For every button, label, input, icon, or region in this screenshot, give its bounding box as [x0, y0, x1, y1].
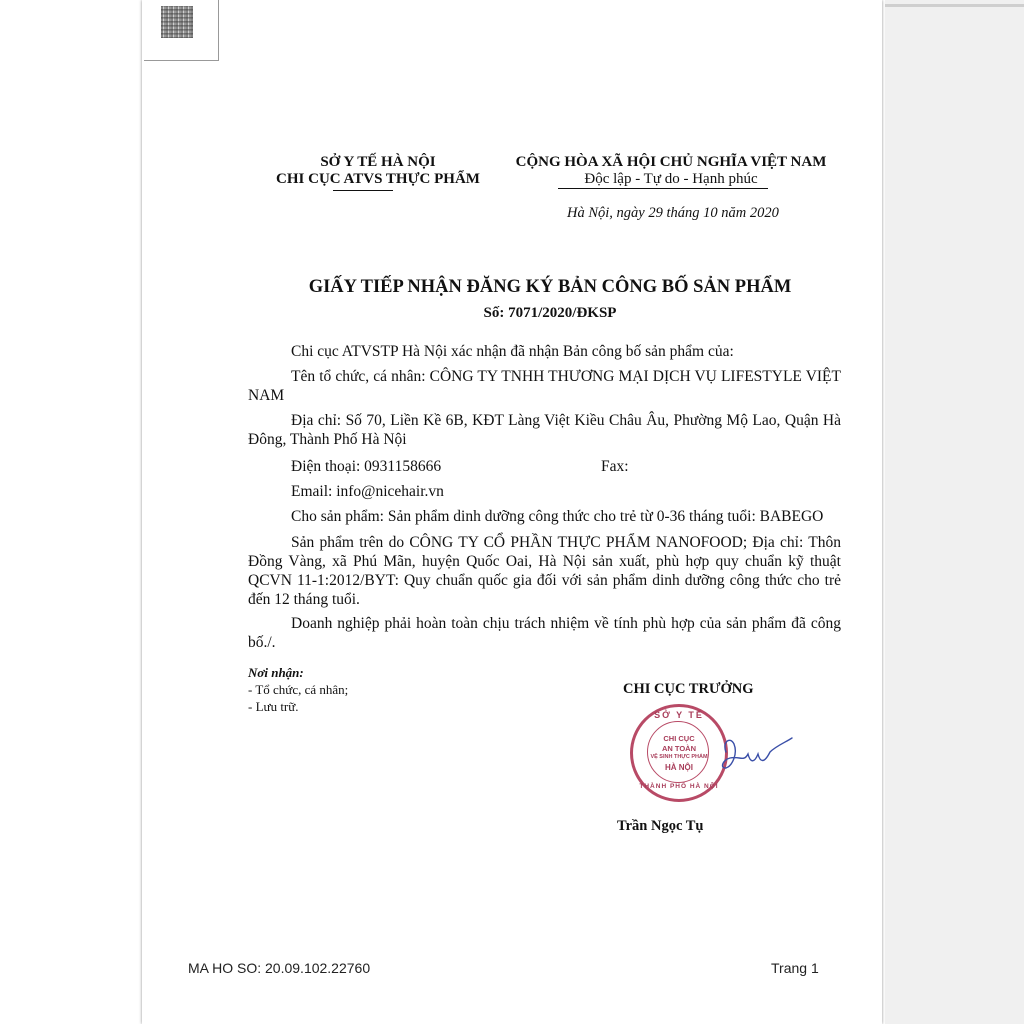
department-name: CHI CỤC ATVS THỰC PHẨM: [276, 171, 480, 187]
organization-address: Địa chỉ: Số 70, Liền Kề 6B, KĐT Làng Việt Kiều Châu Âu, Phường Mộ Lao, Quận Hà Đông, Thành Phố Hà Nội: [248, 412, 841, 448]
intro-paragraph: Chi cục ATVSTP Hà Nội xác nhận đã nhận Bản công bố sản phẩm của:: [291, 343, 734, 360]
file-code: MA HO SO: 20.09.102.22760: [188, 960, 371, 976]
phone-number: Điện thoại: 0931158666: [291, 458, 442, 475]
manufacturer-paragraph: Sản phẩm trên do CÔNG TY CỔ PHẦN THỰC PHẨM NANOFOOD; Địa chỉ: Thôn Đồng Vàng, xã Phú Mãn, huyện Quốc Oai, Hà Nội sản xuất, phù hợp quy chuẩn kỹ thuật QCVN 11-1:2012/BYT: Quy chuẩn quốc gia đối với sản phẩm dinh dưỡng công thức cho trẻ đến 12 tháng tuổi.: [248, 534, 841, 608]
document-date: Hà Nội, ngày 29 tháng 10 năm 2020: [567, 205, 779, 221]
stamp-line: CHI CỤC: [663, 734, 695, 743]
recipient-item: - Lưu trữ.: [248, 699, 299, 714]
qr-code-box: [144, 0, 219, 61]
motto: Độc lập - Tự do - Hạnh phúc: [584, 171, 758, 187]
responsibility-paragraph: Doanh nghiệp phải hoàn toàn chịu trách nhiệm về tính phù hợp của sản phẩm đã công bố./.: [248, 615, 841, 651]
document-number: Số: 7071/2020/ĐKSP: [483, 305, 617, 321]
fax-number: Fax:: [601, 458, 629, 475]
handwritten-signature: [700, 722, 796, 782]
header-underline-left: [333, 190, 393, 191]
viewer-background: [885, 0, 1024, 1024]
stamp-top-text: SỞ Y TẾ: [654, 710, 704, 720]
qr-code-image: [161, 6, 193, 38]
stamp-line: AN TOÀN: [661, 744, 697, 753]
page-number: Trang 1: [771, 960, 819, 976]
stamp-line: HÀ NỘI: [665, 763, 693, 772]
country-name: CỘNG HÒA XÃ HỘI CHỦ NGHĨA VIỆT NAM: [515, 154, 827, 170]
stamp-bottom-text: THÀNH PHỐ HÀ NỘI: [639, 783, 719, 790]
signer-position: CHI CỤC TRƯỞNG: [623, 681, 754, 697]
signer-name: Trần Ngọc Tụ: [617, 818, 704, 834]
header-underline-right: [558, 188, 768, 189]
product-name: Cho sản phẩm: Sản phẩm dinh dưỡng công thức cho trẻ từ 0-36 tháng tuổi: BABEGO: [291, 508, 824, 525]
recipients-heading: Nơi nhận:: [248, 665, 304, 680]
email-address: Email: info@nicehair.vn: [291, 483, 444, 500]
organization-name: Tên tổ chức, cá nhân: CÔNG TY TNHH THƯƠNG MẠI DỊCH VỤ LIFESTYLE VIỆT NAM: [248, 368, 841, 404]
document-title: GIẤY TIẾP NHẬN ĐĂNG KÝ BẢN CÔNG BỐ SẢN PHẨM: [308, 277, 792, 297]
stamp-line: VỆ SINH THỰC PHẨM: [650, 754, 708, 760]
recipient-item: - Tổ chức, cá nhân;: [248, 682, 349, 697]
agency-name: SỞ Y TẾ HÀ NỘI: [320, 154, 436, 170]
